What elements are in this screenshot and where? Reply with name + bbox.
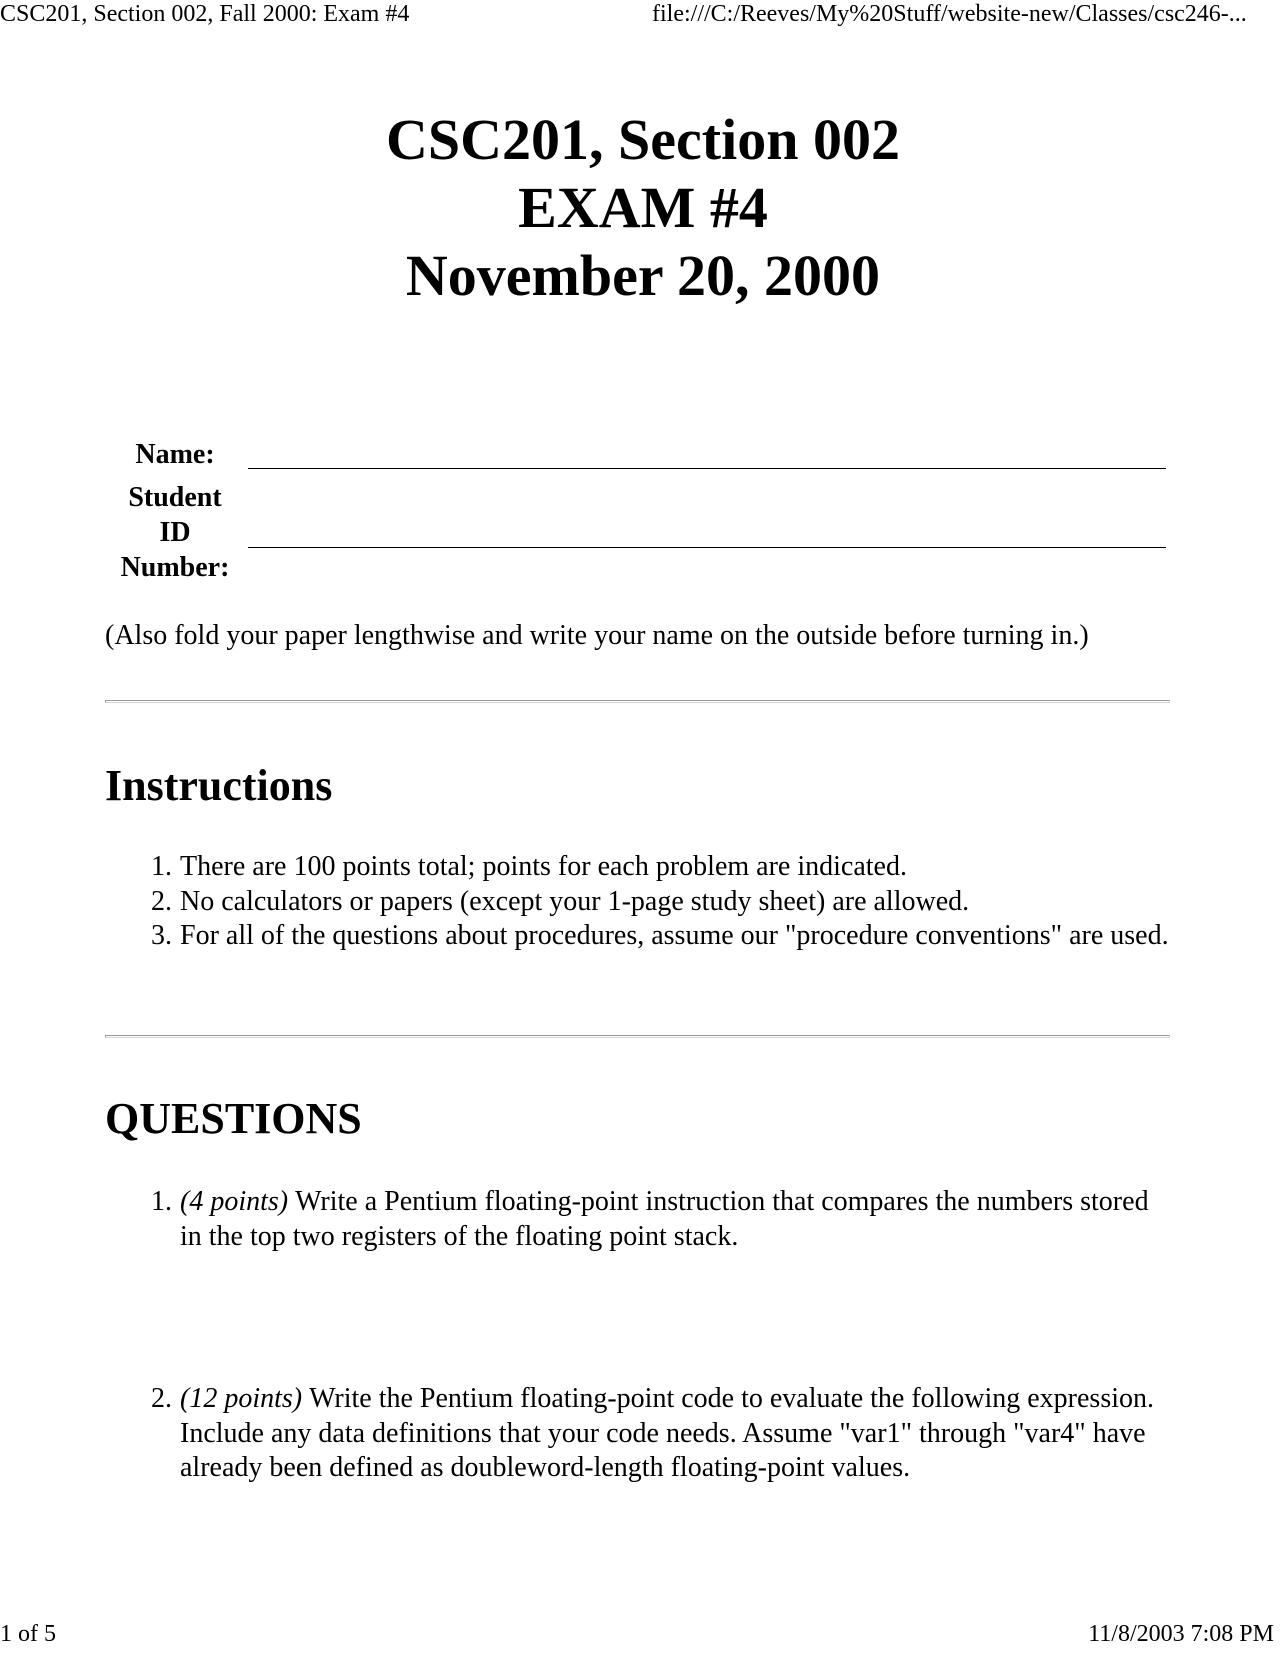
student-id-label-line2: ID xyxy=(159,517,191,548)
question-number: 1. xyxy=(151,1186,172,1217)
title-course: CSC201, Section 002 xyxy=(386,107,900,172)
question-points: (4 points) xyxy=(180,1186,296,1217)
instructions-list xyxy=(105,850,1175,954)
question-number: 2. xyxy=(151,1383,172,1414)
question-item xyxy=(105,1382,1175,1486)
print-footer-page-count: 1 of 5 xyxy=(0,1621,56,1647)
student-id-label-line3: Number: xyxy=(120,552,230,583)
question-text: Write a Pentium floating-point instruction that compares the numbers stored in the top two registers of the floating point stack. xyxy=(180,1186,1149,1252)
print-header-title: CSC201, Section 002, Fall 2000: Exam #4 xyxy=(0,1,410,27)
list-item xyxy=(105,850,1175,885)
student-id-label xyxy=(110,480,240,585)
list-item-number: 1. xyxy=(151,851,172,882)
instructions-heading: Instructions xyxy=(105,761,333,810)
print-header-url: file:///C:/Reeves/My%20Stuff/website-new/Classes/csc246-... xyxy=(652,1,1247,27)
list-item xyxy=(105,885,1175,920)
divider xyxy=(105,1035,1170,1038)
questions-heading: QUESTIONS xyxy=(105,1094,362,1143)
exam-title xyxy=(0,106,1280,310)
questions-list-continued xyxy=(105,1382,1175,1486)
list-item xyxy=(105,919,1175,954)
question-text: Write the Pentium floating-point code to evaluate the following expression. Include any data definitions that your code needs. Assume "var1" through "var4" have already been defined as doubleword-length floating-point values. xyxy=(180,1383,1154,1483)
student-id-label-line1: Student xyxy=(128,482,222,513)
print-footer-timestamp: 11/8/2003 7:08 PM xyxy=(1088,1621,1274,1647)
questions-list xyxy=(105,1185,1175,1254)
list-item-text: For all of the questions about procedures, assume our "procedure conventions" are used. xyxy=(180,920,1169,951)
list-item-text: There are 100 points total; points for each problem are indicated. xyxy=(180,851,907,882)
question-item xyxy=(105,1185,1175,1254)
list-item-number: 3. xyxy=(151,920,172,951)
fold-note: (Also fold your paper lengthwise and write your name on the outside before turning in.) xyxy=(105,620,1089,651)
name-label: Name: xyxy=(135,439,215,470)
list-item-number: 2. xyxy=(151,885,172,917)
divider xyxy=(105,700,1170,703)
title-date: November 20, 2000 xyxy=(405,243,881,308)
student-id-blank-line xyxy=(248,547,1166,548)
list-item-text: No calculators or papers (except your 1-page study sheet) are allowed. xyxy=(180,885,970,917)
name-blank-line xyxy=(248,468,1166,469)
title-exam-number: EXAM #4 xyxy=(518,175,768,240)
question-points: (12 points) xyxy=(180,1383,310,1414)
